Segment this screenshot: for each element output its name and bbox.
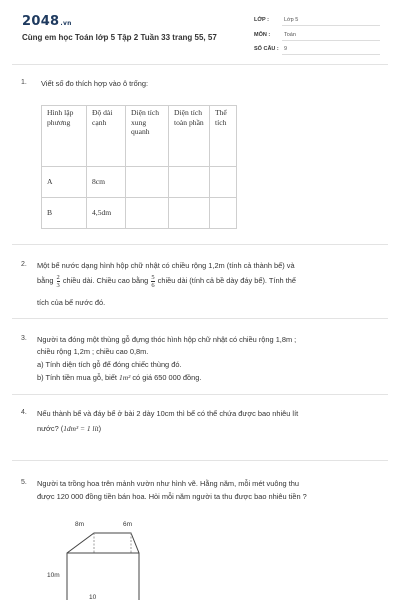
question-4-line-2-post: ) bbox=[98, 424, 102, 433]
question-5-number: 5. bbox=[21, 479, 27, 486]
question-3-line-2: chiều rộng 1,2m ; chiều cao 0,8m. bbox=[37, 347, 149, 356]
question-4-line-1: Nếu thành bể và đáy bể ở bài 2 dày 10cm thì bể có thể chứa được bao nhiêu lít bbox=[37, 409, 299, 418]
page-title: Cùng em học Toán lớp 5 Tập 2 Tuần 33 trang 55, 57 bbox=[22, 33, 217, 42]
table-cell: 8cm bbox=[87, 167, 126, 198]
question-1-number: 1. bbox=[21, 79, 27, 86]
question-2-part-a: bằng bbox=[37, 276, 54, 285]
unit-conversion-expr: 1dm³ = 1 lít bbox=[63, 424, 99, 433]
meta-subject-underline bbox=[282, 40, 380, 41]
figure-label-10m: 10m bbox=[47, 572, 60, 579]
question-2-line-2 bbox=[37, 273, 296, 289]
table-header-cell: Diện tích xung quanh bbox=[126, 106, 169, 167]
fraction-denominator: 3 bbox=[56, 281, 60, 289]
meta-count-label: SỐ CÂU : bbox=[254, 46, 279, 52]
meta-subject-value: Toán bbox=[284, 32, 296, 38]
question-3-line-4-pre: b) Tính tiền mua gỗ, biết bbox=[37, 373, 117, 382]
question-3-number: 3. bbox=[21, 335, 27, 342]
question-4-line-2-pre: nước? ( bbox=[37, 424, 64, 433]
question-3-line-1: Người ta đóng một thùng gỗ đựng thóc hình hộp chữ nhật có chiều rộng 1,8m ; bbox=[37, 335, 297, 344]
site-logo[interactable] bbox=[22, 14, 72, 29]
question-3-line-4 bbox=[37, 370, 201, 385]
table-cell-blank[interactable] bbox=[169, 167, 210, 198]
unit-square-metre: 1m² bbox=[119, 373, 131, 382]
table-header-cell: Hình lập phương bbox=[42, 106, 87, 167]
table-header-cell: Thể tích bbox=[210, 106, 237, 167]
table-header-row bbox=[42, 106, 237, 167]
table-row bbox=[42, 198, 237, 229]
question-2-number: 2. bbox=[21, 261, 27, 268]
divider-1 bbox=[12, 244, 388, 245]
question-2-part-b: chiều dài. Chiều cao bằng bbox=[62, 276, 149, 285]
table-cell-blank[interactable] bbox=[169, 198, 210, 229]
table-cell: B bbox=[42, 198, 87, 229]
divider-3 bbox=[12, 394, 388, 395]
figure-label-8m: 8m bbox=[75, 521, 85, 528]
table-row bbox=[42, 167, 237, 198]
meta-count-value: 9 bbox=[284, 46, 288, 52]
question-3-line-4-post: có giá 650 000 đồng. bbox=[132, 373, 202, 382]
meta-count-underline bbox=[282, 54, 380, 55]
figure-label-bottom: 10 bbox=[89, 594, 97, 600]
question-5-line-2: được 120 000 đồng tiền bán hoa. Hỏi mỗi năm người ta thu được bao nhiêu tiền ? bbox=[37, 492, 307, 501]
fraction-denominator: 6 bbox=[151, 281, 155, 289]
question-5-line-1: Người ta trồng hoa trên mảnh vườn như hình vẽ. Hằng năm, mỗi mét vuông thu bbox=[37, 479, 299, 488]
table-header-cell: Độ dài cạnh bbox=[87, 106, 126, 167]
table-cell: 4,5dm bbox=[87, 198, 126, 229]
meta-class-label: LỚP : bbox=[254, 17, 269, 23]
meta-class-underline bbox=[282, 25, 380, 26]
table-cell-blank[interactable] bbox=[126, 167, 169, 198]
question-4-number: 4. bbox=[21, 409, 27, 416]
logo-sub-text: .vn bbox=[60, 20, 72, 27]
question-3-line-3: a) Tính diện tích gỗ để đóng chiếc thùng đó. bbox=[37, 360, 182, 369]
meta-subject-label: MÔN : bbox=[254, 32, 271, 38]
logo-main-text: 2048 bbox=[22, 14, 60, 29]
garden-outline bbox=[67, 533, 139, 600]
divider-4 bbox=[12, 460, 388, 461]
question-2-part-c: chiều dài (tính cả bề dày đáy bể). Tính thể bbox=[157, 276, 296, 285]
fraction-numerator: 5 bbox=[151, 273, 155, 281]
question-4-line-2 bbox=[37, 421, 101, 436]
table-header-cell: Diện tích toàn phần bbox=[169, 106, 210, 167]
divider-2 bbox=[12, 318, 388, 319]
question-2-line-1: Một bể nước dạng hình hộp chữ nhật có chiều rộng 1,2m (tính cả thành bể) và bbox=[37, 261, 295, 270]
meta-class-value: Lớp 5 bbox=[284, 17, 299, 23]
fraction-two-thirds bbox=[57, 274, 60, 289]
garden-figure bbox=[55, 522, 165, 600]
question-2-line-3: tích của bể nước đó. bbox=[37, 298, 106, 307]
header-divider bbox=[12, 64, 388, 65]
table-cell-blank[interactable] bbox=[210, 198, 237, 229]
question-1-table bbox=[41, 105, 237, 229]
table-cell: A bbox=[42, 167, 87, 198]
fraction-numerator: 2 bbox=[56, 273, 60, 281]
question-1-text: Viết số đo thích hợp vào ô trống: bbox=[41, 79, 149, 88]
table-cell-blank[interactable] bbox=[210, 167, 237, 198]
table-cell-blank[interactable] bbox=[126, 198, 169, 229]
figure-label-6m: 6m bbox=[123, 521, 133, 528]
fraction-five-sixths bbox=[151, 274, 154, 289]
